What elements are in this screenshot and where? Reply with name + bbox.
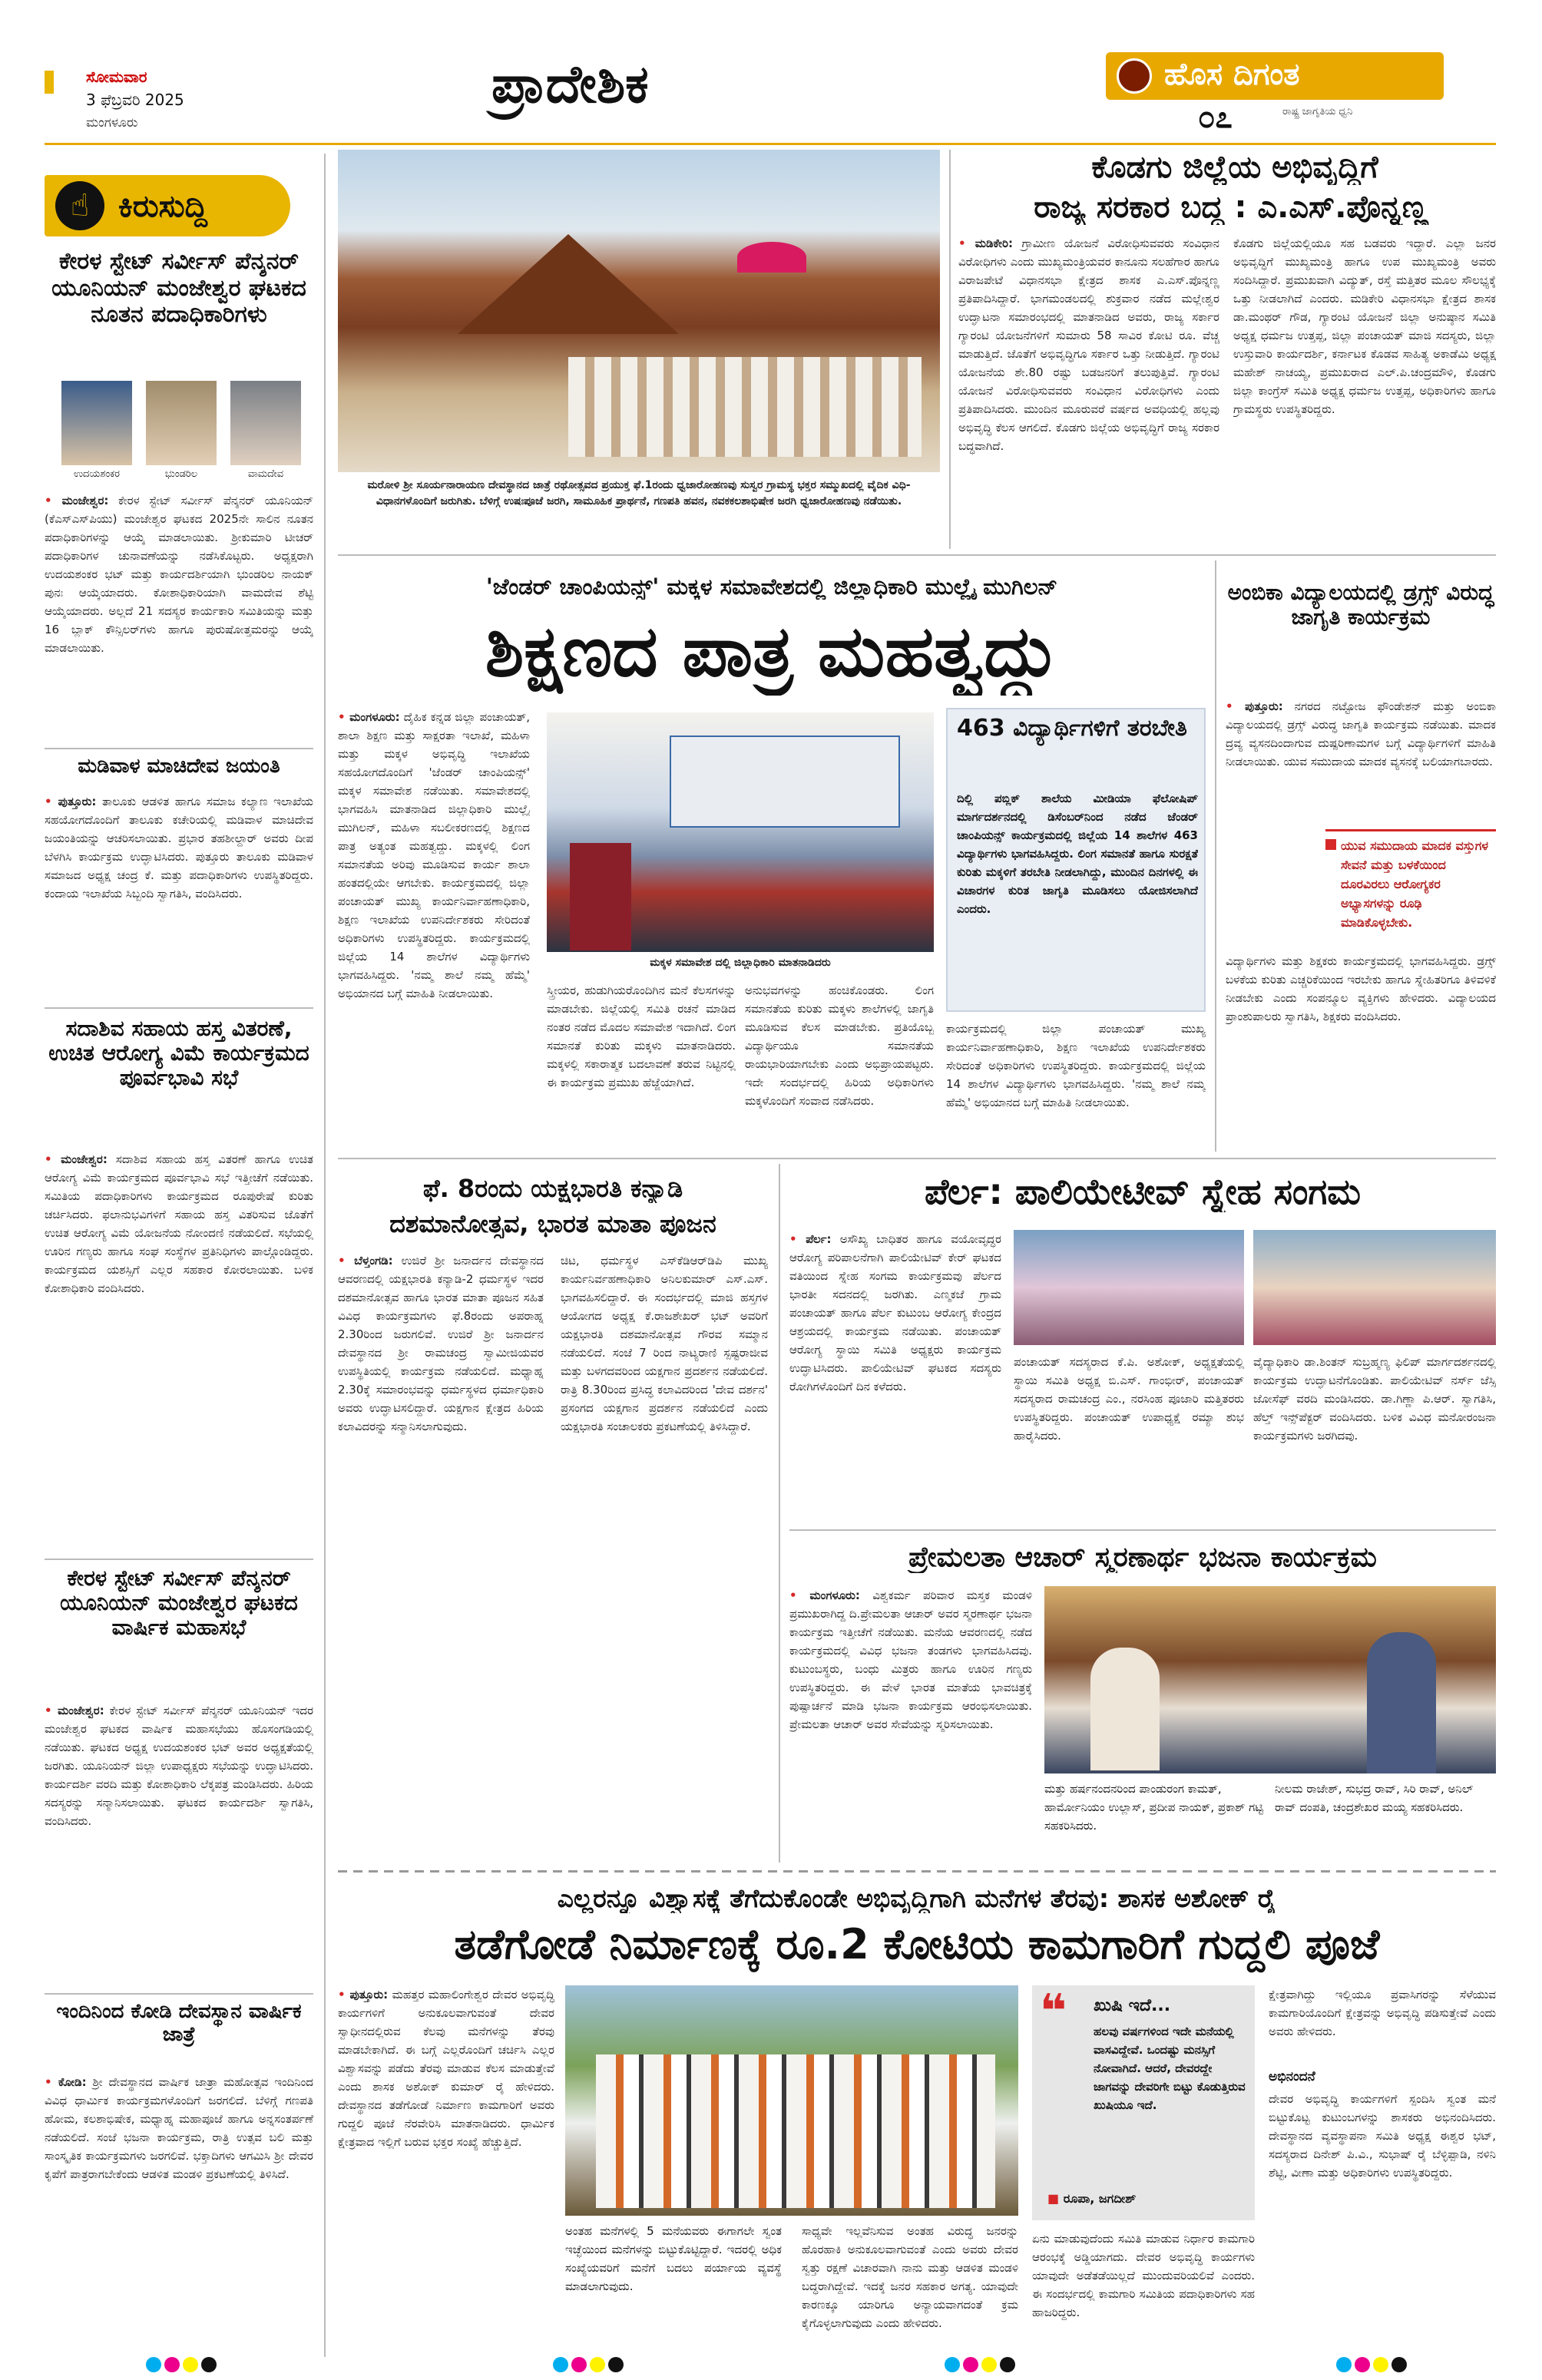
kodagu-body-2: ಕೊಡಗು ಜಿಲ್ಲೆಯಲ್ಲಿಯೂ ಸಹ ಬಡವರು ಇದ್ದಾರೆ. ಎಲ್ಲಾ ಜನರ ಅಭಿವೃದ್ಧಿಗೆ ಮುಖ್ಯಮಂತ್ರಿ ಹಾಗೂ ಉಪ ಮುಖ್ಯಮಂತ್ರಿ ಅವರು ಸಂದಿಸಿದ್ದಾರೆ. ಪ್ರಮುಖವಾಗಿ ವಿದ್ಯುತ್, ರಸ್ತೆ ಮತ್ತಿತರ ಮೂಲ ಸೌಲಭ್ಯಕ್ಕೆ ಒತ್ತು ನೀಡಲಾಗಿದೆ ಎಂದರು. ಮಡಿಕೇರಿ ವಿಧಾನಸಭಾ ಕ್ಷೇತ್ರದ ಶಾಸಕ ಡಾ.ಮಂಥರ್ ಗೌಡ, ಗ್ಯಾರಂಟಿ ಯೋಜನೆ ಜಿಲ್ಲಾ ಅನುಷ್ಠಾನ ಸಮಿತಿ ಅಧ್ಯಕ್ಷ ಧರ್ಮಜ ಉತ್ತಪ್ಪ, ಜಿಲ್ಲಾ ಪಂಚಾಯತ್ ಮಾಜಿ ಸದಸ್ಯರು, ಜಿಲ್ಲಾ ಉಸ್ತುವಾರಿ ಕಾರ್ಯದರ್ಶಿ, ಕರ್ನಾಟಕ ಕೊಡವ ಸಾಹಿತ್ಯ ಅಕಾಡೆಮಿ ಅಧ್ಯಕ್ಷ ಮಹೇಶ್ ನಾಚಯ್ಯ, ಪ್ರಮುಖರಾದ ಎಲ್.ಪಿ.ಚಂದ್ರಮೌಳಿ, ಕೊಡಗು ಜಿಲ್ಲಾ ಕಾಂಗ್ರೆಸ್ ಸಮಿತಿ ಅಧ್ಯಕ್ಷ ಧರ್ಮಜ ಉತ್ತಪ್ಪ, ಅಧಿಕಾರಿಗಳು ಹಾಗೂ ಗ್ರಾಮಸ್ಥರು ಉಪಸ್ಥಿತರಿದ್ದರು. bbox=[1233, 236, 1496, 416]
registration-mark bbox=[981, 2357, 997, 2372]
kiru-s5-body: • ಕೋಡಿ: ಶ್ರೀ ದೇವಸ್ಥಾನದ ವಾರ್ಷಿಕ ಜಾತ್ರಾ ಮಹೋತ್ಸವ ಇಂದಿನಿಂದ ವಿವಿಧ ಧಾರ್ಮಿಕ ಕಾರ್ಯಕ್ರಮಗಳೊಂದಿಗೆ ಜರಗಲಿದೆ. ಬೆಳಿಗ್ಗೆ ಗಣಪತಿ ಹೋಮ, ಕಲಶಾಭಿಷೇಕ, ಮಧ್ಯಾಹ್ನ ಮಹಾಪೂಜೆ ಹಾಗೂ ಅನ್ನಸಂತರ್ಪಣೆ ನಡೆಯಲಿದೆ. ಸಂಜೆ ಭಜನಾ ಕಾರ್ಯಕ್ರಮ, ರಾತ್ರಿ ಉತ್ಸವ ಬಲಿ ಮತ್ತು ಸಾಂಸ್ಕೃತಿಕ ಕಾರ್ಯಕ್ರಮಗಳು ಜರಗಲಿವೆ. ಭಕ್ತಾದಿಗಳು ಆಗಮಿಸಿ ಶ್ರೀ ದೇವರ ಕೃಪೆಗೆ ಪಾತ್ರರಾಗಬೇಕೆಂದು ಆಡಳಿತ ಮಂಡಳಿ ಪ್ರಕಟಣೆಯಲ್ಲಿ ತಿಳಿಸಿದೆ. bbox=[45, 2075, 313, 2181]
kodagu-story bbox=[958, 150, 1496, 549]
kodagu-title-2: ರಾಜ್ಯ ಸರಕಾರ ಬದ್ಧ : ಎ.ಎಸ್.ಪೊನ್ನಣ್ಣ bbox=[1034, 190, 1428, 225]
temple-caption: ಮರೋಳಿ ಶ್ರೀ ಸೂರ್ಯನಾರಾಯಣ ದೇವಸ್ಥಾನದ ಜಾತ್ರೆ ರಥೋತ್ಸವದ ಪ್ರಯುಕ್ತ ಫೆ.1ರಂದು ಧ್ವಜಾರೋಹಣವು ಸುಸ್ವರ ಗ್ರಾಮಸ್ಥ ಭಕ್ತರ ಸಮ್ಮುಖದಲ್ಲಿ ವೈದಿಕ ವಿಧಿ-ವಿಧಾನಗಳೊಂದಿಗೆ ಜರುಗಿತು. ಬೆಳಿಗ್ಗೆ ಉಷಃಪೂಜೆ ಜರಗಿ, ಸಾಮೂಹಿಕ ಪ್ರಾರ್ಥನೆ, ಗಣಪತಿ ಹವನ, ನವಕಕಲಶಾಭಿಷೇಕ ಜರಗಿ ಧ್ವಜಾರೋಹಣವು ನಡೆಯಿತು. bbox=[367, 479, 911, 507]
portrait-bhundarila bbox=[146, 381, 217, 465]
registration-mark bbox=[553, 2357, 568, 2372]
perla-title: ಪೆರ್ಲ: ಪಾಲಿಯೇಟೀವ್ ಸ್ನೇಹ ಸಂಗಮ bbox=[924, 1172, 1362, 1212]
drugs-quote bbox=[1325, 829, 1496, 944]
gender-story bbox=[338, 560, 1206, 1152]
date-tab-icon bbox=[45, 71, 54, 94]
paper-logo bbox=[1106, 52, 1459, 137]
drugs-quote-text: ಯುವ ಸಮುದಾಯ ಮಾದಕ ವಸ್ತುಗಳ ಸೇವನೆ ಮತ್ತು ಬಳಕೆಯಿಂದ ದೂರವಿರಲು ಆರೋಗ್ಯಕರ ಅಭ್ಯಾಸಗಳನ್ನು ರೂಢಿ ಮಾಡಿಕೊಳ್ಳಬೇಕು. bbox=[1341, 838, 1489, 930]
registration-mark bbox=[1000, 2357, 1015, 2372]
perla-photo-2 bbox=[1253, 1230, 1496, 1345]
road-body-3: ಏನು ಮಾಡುವುದೆಂದು ಸಮಿತಿ ಮಾಡುವ ನಿರ್ಧಾರ ಕಾಮಗಾರಿ ಆರಂಭಕ್ಕೆ ಅಡ್ಡಿಯಾಗದು. ದೇವರ ಅಭಿವೃದ್ಧಿ ಕಾರ್ಯಗಳು ಯಾವುದೇ ಅಡೆತಡೆಯಿಲ್ಲದೆ ಮುಂದುವರಿಯಲಿವೆ ಎಂದರು. ಈ ಸಂದರ್ಭದಲ್ಲಿ ಕಾಮಗಾರಿ ಸಮಿತಿಯ ಪದಾಧಿಕಾರಿಗಳು ಸಹ ಹಾಜರಿದ್ದರು. bbox=[1032, 2232, 1255, 2319]
photo-label: ವಾಮದೇವ bbox=[247, 468, 284, 480]
kiru-s3-body: • ಮಂಜೇಶ್ವರ: ಸದಾಶಿವ ಸಹಾಯ ಹಸ್ತ ವಿತರಣೆ ಹಾಗೂ ಉಚಿತ ಆರೋಗ್ಯ ವಿಮೆ ಕಾರ್ಯಕ್ರಮದ ಪೂರ್ವಭಾವಿ ಸಭೆ ಇತ್ತೀಚೆಗೆ ನಡೆಯಿತು. ಸಮಿತಿಯ ಪದಾಧಿಕಾರಿಗಳು ಕಾರ್ಯಕ್ರಮದ ರೂಪುರೇಷೆ ಕುರಿತು ಚರ್ಚಿಸಿದರು. ಫಲಾನುಭವಿಗಳಿಗೆ ಸಹಾಯ ಹಸ್ತ ವಿತರಿಸುವ ಜೊತೆಗೆ ಉಚಿತ ಆರೋಗ್ಯ ವಿಮೆ ಯೋಜನೆಯ ನೋಂದಣಿ ನಡೆಯಲಿದೆ. ಸಭೆಯಲ್ಲಿ ಊರಿನ ಗಣ್ಯರು ಹಾಗೂ ಸಂಘ ಸಂಸ್ಥೆಗಳ ಪ್ರತಿನಿಧಿಗಳು ಪಾಲ್ಗೊಂಡಿದ್ದರು. ಕಾರ್ಯಕ್ರಮದ ಯಶಸ್ಸಿಗೆ ಎಲ್ಲರ ಸಹಕಾರ ಕೋರಲಾಯಿತು. ಬಳಿಕ ಕೋಶಾಧಿಕಾರಿ ವಂದಿಸಿದರು. bbox=[45, 1152, 313, 1295]
section-rule bbox=[789, 1529, 1496, 1531]
perla-story bbox=[789, 1164, 1496, 1525]
road-quote-box bbox=[1032, 1985, 1255, 2220]
registration-mark bbox=[1336, 2357, 1352, 2372]
registration-mark bbox=[183, 2357, 198, 2372]
kiru-s1-body: • ಮಂಜೇಶ್ವರ: ಕೇರಳ ಸ್ಟೇಟ್ ಸರ್ವೀಸ್ ಪೆನ್ಶನರ್ ಯೂನಿಯನ್ (ಕೆಎಸ್‌ಎಸ್‌ಪಿಯು) ಮಂಜೇಶ್ವರ ಘಟಕದ 2025ನೇ ಸಾಲಿನ ನೂತನ ಪದಾಧಿಕಾರಿಗಳನ್ನು ಆಯ್ಕೆ ಮಾಡಲಾಯಿತು. ಶ್ರೀಕುಮಾರಿ ಟೀಚರ್ ಪದಾಧಿಕಾರಿಗಳ ಚುನಾವಣೆಯನ್ನು ನಡೆಸಿಕೊಟ್ಟರು. ಅಧ್ಯಕ್ಷರಾಗಿ ಉದಯಶಂಕರ ಭಟ್ ಮತ್ತು ಕಾರ್ಯದರ್ಶಿಯಾಗಿ ಭುಂಡರಿಲ ನಾಯಕ್ ಪುನಃ ಆಯ್ಕೆಯಾದರು. ಕೋಶಾಧಿಕಾರಿಯಾಗಿ ವಾಮದೇವ ಶೆಟ್ಟಿ ಆಯ್ಕೆಯಾದರು. ಅಲ್ಲದೆ 21 ಸದಸ್ಯರ ಕಾರ್ಯಕಾರಿ ಸಮಿತಿಯನ್ನು ಮತ್ತು 16 ಬ್ಲಾಕ್ ಕೌನ್ಸಿಲರ್‌ಗಳು ಹಾಗೂ ಪುರುಷೋತ್ತಮರನ್ನು ಆಯ್ಕೆ ಮಾಡಲಾಯಿತು. bbox=[45, 494, 313, 655]
road-quote-title: ಖುಷಿ ಇದೆ... bbox=[1094, 1996, 1171, 2015]
perla-body-1: • ಪೆರ್ಲ: ಅಸೌಖ್ಯ ಬಾಧಿತರ ಹಾಗೂ ವಯೋವೃದ್ಧರ ಆರೋಗ್ಯ ಪರಿಪಾಲನೆಗಾಗಿ ಪಾಲಿಯೇಟಿವ್ ಕೇರ್ ಘಟಕದ ವತಿಯಿಂದ ಸ್ನೇಹ ಸಂಗಮ ಕಾರ್ಯಕ್ರಮವು ಪೆರ್ಲದ ಭಾರತೀ ಸದನದಲ್ಲಿ ಜರಗಿತು. ಎಣ್ಮಕಜೆ ಗ್ರಾಮ ಪಂಚಾಯತ್ ಹಾಗೂ ಪೆರ್ಲ ಕುಟುಂಬ ಆರೋಗ್ಯ ಕೇಂದ್ರದ ಆಶ್ರಯದಲ್ಲಿ ಕಾರ್ಯಕ್ರಮ ನಡೆಯಿತು. ಪಂಚಾಯತ್ ಆರೋಗ್ಯ ಸ್ಥಾಯಿ ಸಮಿತಿ ಅಧ್ಯಕ್ಷರು ಕಾರ್ಯಕ್ರಮ ಉದ್ಘಾಟಿಸಿದರು. ಪಾಲಿಯೇಟಿವ್ ಘಟಕದ ಸದಸ್ಯರು ರೋಗಿಗಳೊಂದಿಗೆ ದಿನ ಕಳೆದರು. bbox=[789, 1232, 1001, 1393]
yaksha-body-2: ಚಿಟ, ಧರ್ಮಸ್ಥಳ ಎಸ್‌ಕೆಡಿಆರ್‌ಡಿಪಿ ಮುಖ್ಯ ಕಾರ್ಯನಿರ್ವಹಣಾಧಿಕಾರಿ ಅನಿಲಕುಮಾರ್ ಎಸ್.ಎಸ್. ಭಾಗವಹಿಸಲಿದ್ದಾರೆ. ಈ ಸಂದರ್ಭದಲ್ಲಿ ಮಾಜಿ ಹಸ್ತಗಳ ಆಯೋಗದ ಅಧ್ಯಕ್ಷ ಕೆ.ರಾಜಶೇಖರ್ ಭಟ್ ಅವರಿಗೆ ಯಕ್ಷಭಾರತಿ ದಶಮಾನೋತ್ಸವ ಗೌರವ ಸಮ್ಮಾನ ನಡೆಯಲಿದೆ. ಸಂಜೆ 7 ರಿಂದ ನಾಟ್ಯರಾಣಿ ಸ್ಪಷ್ಟರಾಜೀವ ಮತ್ತು ಬಳಗದವರಿಂದ ಯಕ್ಷಗಾನ ಪ್ರದರ್ಶನ ನಡೆಯಲಿದೆ. ರಾತ್ರಿ 8.30ರಿಂದ ಪ್ರಸಿದ್ಧ ಕಲಾವಿದರಿಂದ 'ದೇವ ದರ್ಶನ' ಪ್ರಸಂಗದ ಯಕ್ಷಗಾನ ಪ್ರದರ್ಶನ ನಡೆಯಲಿದೆ ಎಂದು ಯಕ್ಷಭಾರತಿ ಸಂಚಾಲಕರು ಪ್ರಕಟಣೆಯಲ್ಲಿ ತಿಳಿಸಿದ್ದಾರೆ. bbox=[561, 1254, 768, 1433]
temple-photo bbox=[338, 150, 940, 472]
quote-marker-icon bbox=[1325, 839, 1336, 850]
road-story bbox=[338, 1876, 1496, 2352]
column-rule bbox=[779, 1164, 780, 1863]
registration-mark bbox=[945, 2357, 960, 2372]
masthead-rule bbox=[45, 143, 1496, 145]
kiru-suddi-column bbox=[45, 154, 313, 2357]
divider bbox=[45, 748, 313, 749]
gender-body-4: ಅನುಭವಗಳನ್ನು ಹಂಚಿಕೊಂಡರು. ಲಿಂಗ ಸಮಾನತೆಯ ಕುರಿತು ಮಕ್ಕಳು ಶಾಲೆಗಳಲ್ಲಿ ಜಾಗೃತಿ ಮೂಡಿಸುವ ಕೆಲಸ ಮಾಡಬೇಕು. ಪ್ರತಿಯೊಬ್ಬ ವಿದ್ಯಾರ್ಥಿಯೂ ಸಮಾನತೆಯ ರಾಯಭಾರಿಯಾಗಬೇಕು ಎಂದು ಅಭಿಪ್ರಾಯಪಟ್ಟರು. ಇದೇ ಸಂದರ್ಭದಲ್ಲಿ ಹಿರಿಯ ಅಧಿಕಾರಿಗಳು ಮಕ್ಕಳೊಂದಿಗೆ ಸಂವಾದ ನಡೆಸಿದರು. bbox=[745, 983, 934, 1108]
podium-shape bbox=[570, 843, 631, 950]
gender-body-3: ಸ್ತ್ರೀಯರ, ಹುಡುಗಿಯರೊಂದಿಗಿನ ಮನೆ ಕೆಲಸಗಳನ್ನು ಮಾಡಬೇಕು. ಜಿಲ್ಲೆಯಲ್ಲಿ ಸಮಿತಿ ರಚನೆ ಮಾಡಿದ ನಂತರ ನಡೆದ ಮೊದಲ ಸಮಾವೇಶ ಇದಾಗಿದೆ. ಲಿಂಗ ಸಮಾನತೆ ಕುರಿತು ಮಕ್ಕಳು ಮಾತನಾಡಿದರು. ಮಕ್ಕಳಲ್ಲಿ ಸಕಾರಾತ್ಮಕ ಬದಲಾವಣೆ ತರುವ ನಿಟ್ಟಿನಲ್ಲಿ ಈ ಕಾರ್ಯಕ್ರಮ ಪ್ರಮುಖ ಹೆಜ್ಜೆಯಾಗಿದೆ. bbox=[547, 983, 736, 1089]
bhajana-title: ಪ್ರೇಮಲತಾ ಆಚಾರ್ ಸ್ಮರಣಾರ್ಥ ಭಜನಾ ಕಾರ್ಯಕ್ರಮ bbox=[908, 1542, 1377, 1573]
road-kicker: ಎಲ್ಲರನ್ನೂ ವಿಶ್ವಾಸಕ್ಕೆ ತೆಗೆದುಕೊಂಡೇ ಅಭಿವೃದ್ಧಿಗಾಗಿ ಮನೆಗಳ ತೆರವು: ಶಾಸಕ ಅಶೋಕ್ ರೈ bbox=[557, 1884, 1277, 1913]
gender-headline: ಶಿಕ್ಷಣದ ಪಾತ್ರ ಮಹತ್ವದ್ದು bbox=[485, 611, 1059, 693]
registration-mark bbox=[146, 2357, 161, 2372]
bhajana-body-1: • ಮಂಗಳೂರು: ವಿಶ್ವಕರ್ಮ ಪರಿವಾರ ಮಸ್ತಕ ಮಂಡಳಿ ಪ್ರಮುಖರಾಗಿದ್ದ ದಿ.ಪ್ರೇಮಲತಾ ಆಚಾರ್ ಅವರ ಸ್ಮರಣಾರ್ಥ ಭಜನಾ ಕಾರ್ಯಕ್ರಮ ಇತ್ತೀಚೆಗೆ ನಡೆಯಿತು. ಮನೆಯ ಆವರಣದಲ್ಲಿ ನಡೆದ ಕಾರ್ಯಕ್ರಮದಲ್ಲಿ ವಿವಿಧ ಭಜನಾ ತಂಡಗಳು ಭಾಗವಹಿಸಿದವು. ಕುಟುಂಬಸ್ಥರು, ಬಂಧು ಮಿತ್ರರು ಹಾಗೂ ಊರಿನ ಗಣ್ಯರು ಉಪಸ್ಥಿತರಿದ್ದರು. ಈ ವೇಳೆ ಭಾರತ ಮಾತೆಯ ಭಾವಚಿತ್ರಕ್ಕೆ ಪುಷ್ಪಾರ್ಚನೆ ಮಾಡಿ ಭಜನಾ ಕಾರ್ಯಕ್ರಮ ಆರಂಭಿಸಲಾಯಿತು. ಪ್ರೇಮಲತಾ ಆಚಾರ್ ಅವರ ಸೇವೆಯನ್ನು ಸ್ಮರಿಸಲಾಯಿತು. bbox=[789, 1588, 1032, 1731]
road-photo-caption: ಅಂತಹ ಮನೆಗಳಲ್ಲಿ 5 ಮನೆಯವರು ಈಗಾಗಲೇ ಸ್ವಂತ ಇಚ್ಛೆಯಿಂದ ಮನೆಗಳನ್ನು ಬಿಟ್ಟುಕೊಟ್ಟಿದ್ದಾರೆ. ಇದರಲ್ಲಿ ಅಧಿಕ ಸಂಖ್ಯೆಯವರಿಗೆ ಮನೆಗೆ ಬದಲು ಪರ್ಯಾಯ ವ್ಯವಸ್ಥೆ ಮಾಡಲಾಗುವುದು. bbox=[565, 2224, 782, 2293]
drugs-story bbox=[1226, 568, 1496, 1152]
kiru-s1-title: ಕೇರಳ ಸ್ಟೇಟ್ ಸರ್ವೀಸ್ ಪೆನ್ಶನರ್ ಯೂನಿಯನ್ ಮಂಜೇಶ್ವರ ಘಟಕದ ನೂತನ ಪದಾಧಿಕಾರಿಗಳು bbox=[51, 249, 306, 328]
road-subhead: ಅಭಿನಂದನೆ bbox=[1269, 2070, 1315, 2084]
registration-marks bbox=[0, 2354, 1542, 2377]
column-rule bbox=[324, 154, 326, 2357]
registration-mark bbox=[590, 2357, 605, 2372]
kiru-s3-title: ಸದಾಶಿವ ಸಹಾಯ ಹಸ್ತ ವಿತರಣೆ, ಉಚಿತ ಆರೋಗ್ಯ ವಿಮೆ ಕಾರ್ಯಕ್ರಮದ ಪೂರ್ವಭಾವಿ ಸಭೆ bbox=[48, 1016, 309, 1091]
gender-kicker: 'ಜೆಂಡರ್ ಚಾಂಪಿಯನ್ಸ್' ಮಕ್ಕಳ ಸಮಾವೇಶದಲ್ಲಿ ಜಿಲ್ಲಾಧಿಕಾರಿ ಮುಲ್ಲೈ ಮುಗಿಲನ್ bbox=[485, 574, 1058, 600]
paper-tagline: ರಾಷ್ಟ್ರ ಜಾಗೃತಿಯ ಧ್ವನಿ bbox=[1282, 106, 1353, 117]
gender-photo bbox=[547, 712, 934, 952]
kodagu-body-1: • ಮಡಿಕೇರಿ: ಗ್ರಾಮೀಣ ಯೋಜನೆ ವಿರೋಧಿಸುವವರು ಸಂವಿಧಾನ ವಿರೋಧಿಗಳು ಎಂದು ಮುಖ್ಯಮಂತ್ರಿಯವರ ಕಾನೂನು ಸಲಹೆಗಾರ ಹಾಗೂ ವಿರಾಜಪೇಟೆ ವಿಧಾನಸಭಾ ಕ್ಷೇತ್ರದ ಶಾಸಕ ಎ.ಎಸ್.ಪೊನ್ನಣ್ಣ ಪ್ರತಿಪಾದಿಸಿದ್ದಾರೆ. ಭಾಗಮಂಡಲದಲ್ಲಿ ಶುಕ್ರವಾರ ನಡೆದ ಮಲ್ಲೇಶ್ವರ ಉದ್ಘಾಟನಾ ಸಮಾರಂಭದಲ್ಲಿ ಮಾತನಾಡಿದ ಅವರು, ರಾಜ್ಯ ಸರ್ಕಾರ ಗ್ಯಾರಂಟಿ ಯೋಜನೆಗಳಿಗೆ ಸುಮಾರು 58 ಸಾವಿರ ಕೋಟಿ ರೂ. ವೆಚ್ಚ ಮಾಡುತ್ತಿದೆ. ಜೊತೆಗೆ ಅಭಿವೃದ್ಧಿಗೂ ಸರ್ಕಾರ ಒತ್ತು ನೀಡುತ್ತಿದೆ. ಗ್ಯಾರಂಟಿ ಯೋಜನೆಯ ಶೇ.80 ರಷ್ಟು ಬಡಜನರಿಗೆ ತಲುಪುತ್ತಿವೆ. ಗ್ಯಾರಂಟಿ ಯೋಜನೆ ವಿರೋಧಿಸುವವರು ಸಂವಿಧಾನ ವಿರೋಧಿಗಳು ಎಂದು ಪ್ರತಿಪಾದಿಸಿದರು. ಮುಂದಿನ ಮೂರುವರೆ ವರ್ಷದ ಅವಧಿಯಲ್ಲಿ ಹಲ್ಲವು ಅಭಿವೃದ್ಧಿ ಕೆಲಸ ಆಗಲಿದೆ. ಕೊಡಗು ಜಿಲ್ಲೆಯ ಅಭಿವೃದ್ಧಿಗೆ ರಾಜ್ಯ ಸರಕಾರ ಬದ್ಧವಾಗಿದೆ. bbox=[958, 236, 1219, 453]
gender-body-5: ಕಾರ್ಯಕ್ರಮದಲ್ಲಿ ಜಿಲ್ಲಾ ಪಂಚಾಯತ್ ಮುಖ್ಯ ಕಾರ್ಯನಿರ್ವಾಹಣಾಧಿಕಾರಿ, ಶಿಕ್ಷಣ ಇಲಾಖೆಯ ಉಪನಿರ್ದೇಶಕರು ಸೇರಿದಂತೆ ಅಧಿಕಾರಿಗಳು ಉಪಸ್ಥಿತರಿದ್ದರು. ಕಾರ್ಯಕ್ರಮದಲ್ಲಿ ಜಿಲ್ಲೆಯ 14 ಶಾಲೆಗಳ ವಿದ್ಯಾರ್ಥಿಗಳು ಭಾಗವಹಿಸಿದ್ದರು. 'ನಮ್ಮ ಶಾಲೆ ನಮ್ಮ ಹೆಮ್ಮೆ' ಅಭಿಯಾನದ ಬಗ್ಗೆ ಮಾಹಿತಿ ನೀಡಲಾಯಿತು. bbox=[946, 1022, 1206, 1109]
umbrella-shape bbox=[737, 242, 806, 273]
logo-emblem-icon bbox=[1117, 58, 1152, 94]
registration-mark bbox=[1373, 2357, 1388, 2372]
banner-shape bbox=[670, 735, 900, 828]
kodagu-title-1: ಕೊಡಗು ಜಿಲ್ಲೆಯ ಅಭಿವೃದ್ಧಿಗೆ bbox=[1091, 150, 1378, 185]
bhajana-caption-2: ನೀಲಮ ರಾಜೇಶ್, ಸುಭದ್ರ ರಾವ್, ಸಿರಿ ರಾವ್, ಅನಿಲ್ ರಾವ್ ದಂಪತಿ, ಚಂದ್ರಶೇಖರ ಮಯ್ಯ ಸಹಕರಿಸಿದರು. bbox=[1275, 1782, 1474, 1814]
kiru-s2-body: • ಪುತ್ತೂರು: ತಾಲೂಕು ಆಡಳಿತ ಹಾಗೂ ಸಮಾಜ ಕಲ್ಯಾಣ ಇಲಾಖೆಯ ಸಹಯೋಗದೊಂದಿಗೆ ತಾಲೂಕು ಕಚೇರಿಯಲ್ಲಿ ಮಡಿವಾಳ ಮಾಚಿದೇವ ಜಯಂತಿಯನ್ನು ಆಚರಿಸಲಾಯಿತು. ಪ್ರಭಾರ ತಹಶೀಲ್ದಾರ್ ಅವರು ದೀಪ ಬೆಳಗಿಸಿ ಕಾರ್ಯಕ್ರಮ ಉದ್ಘಾಟಿಸಿದರು. ಪುತ್ತೂರು ತಾಲೂಕು ಮಡಿವಾಳ ಸಮಾಜದ ಅಧ್ಯಕ್ಷ ಚಂದ್ರ ಕೆ. ಮತ್ತು ಪದಾಧಿಕಾರಿಗಳು ಉಪಸ್ಥಿತರಿದ್ದರು. ಕಂದಾಯ ಇಲಾಖೆಯ ಸಿಬ್ಬಂದಿ ಸ್ವಾಗತಿಸಿ, ವಂದಿಸಿದರು. bbox=[45, 795, 313, 901]
gender-box-body: ದಿಲ್ಲಿ ಪಬ್ಲಿಕ್ ಶಾಲೆಯ ಮೀಡಿಯಾ ಫೆಲೋಷಿಪ್ ಮಾರ್ಗದರ್ಶನದಲ್ಲಿ ಡಿಸೆಂಬರ್‌ನಿಂದ ನಡೆದ ಜೆಂಡರ್ ಚಾಂಪಿಯನ್ಸ್ ಕಾರ್ಯಕ್ರಮದಲ್ಲಿ ಜಿಲ್ಲೆಯ 14 ಶಾಲೆಗಳ 463 ವಿದ್ಯಾರ್ಥಿಗಳು ಭಾಗವಹಿಸಿದ್ದರು. ಲಿಂಗ ಸಮಾನತೆ ಹಾಗೂ ಸುರಕ್ಷತೆ ಕುರಿತು ಮಕ್ಕಳಿಗೆ ತರಬೇತಿ ನೀಡಲಾಗಿದ್ದು, ಮುಂದಿನ ದಿನಗಳಲ್ಲಿ ಈ ವಿಚಾರಗಳ ಕುರಿತ ಜಾಗೃತಿ ಮೂಡಿಸಲು ಯೋಜಿಸಲಾಗಿದೆ ಎಂದರು. bbox=[957, 792, 1198, 916]
quote-icon: ❝ bbox=[1040, 1985, 1067, 2038]
bhajana-photo bbox=[1044, 1586, 1496, 1773]
masthead-date: 3 ಫೆಬ್ರವರಿ 2025 bbox=[86, 91, 184, 109]
gender-photo-caption: ಮಕ್ಕಳ ಸಮಾವೇಶ ದಲ್ಲಿ ಜಿಲ್ಲಾಧಿಕಾರಿ ಮಾತನಾಡಿದರು bbox=[650, 957, 831, 969]
kiru-s2-title: ಮಡಿವಾಳ ಮಾಚಿದೇವ ಜಯಂತಿ bbox=[78, 755, 280, 778]
kiru-s5-title: ಇಂದಿನಿಂದ ಕೋಡಿ ದೇವಸ್ಥಾನ ವಾರ್ಷಿಕ ಜಾತ್ರೆ bbox=[56, 2001, 302, 2046]
yaksha-body-1: • ಬೆಳ್ತಂಗಡಿ: ಉಜಿರೆ ಶ್ರೀ ಜನಾರ್ದನ ದೇವಸ್ಥಾನದ ಆವರಣದಲ್ಲಿ ಯಕ್ಷಭಾರತಿ ಕನ್ಯಾಡಿ-2 ಧರ್ಮಸ್ಥಳ ಇದರ ದಶಮಾನೋತ್ಸವ ಹಾಗೂ ಭಾರತ ಮಾತಾ ಪೂಜನ ಸಹಿತ ವಿವಿಧ ಕಾರ್ಯಕ್ರಮಗಳು ಫೆ.8ರಂದು ಅಪರಾಹ್ನ 2.30ರಿಂದ ಜರುಗಲಿವೆ. ಉಜಿರೆ ಶ್ರೀ ಜನಾರ್ದನ ದೇವಸ್ಥಾನದ ಶ್ರೀ ರಾಮಚಂದ್ರ ಸ್ವಾಮೀಜಿಯವರ ಉಪಸ್ಥಿತಿಯಲ್ಲಿ ಕಾರ್ಯಕ್ರಮ ನಡೆಯಲಿದೆ. ಮಧ್ಯಾಹ್ನ 2.30ಕ್ಕೆ ಸಮಾರಂಭವನ್ನು ಧರ್ಮಸ್ಥಳದ ಧರ್ಮಾಧಿಕಾರಿ ಅವರು ಉದ್ಘಾಟಿಸಲಿದ್ದಾರೆ. ಯಕ್ಷಗಾನ ಕ್ಷೇತ್ರದ ಹಿರಿಯ ಕಲಾವಿದರನ್ನು ಸನ್ಮಾನಿಸಲಾಗುವುದು. bbox=[338, 1254, 544, 1433]
drugs-body-2: ವಿದ್ಯಾರ್ಥಿಗಳು ಮತ್ತು ಶಿಕ್ಷಕರು ಕಾರ್ಯಕ್ರಮದಲ್ಲಿ ಭಾಗವಹಿಸಿದ್ದರು. ಡ್ರಗ್ಸ್ ಬಳಕೆಯ ಕುರಿತು ಎಚ್ಚರಿಕೆಯಿಂದ ಇರಬೇಕು ಹಾಗೂ ಸ್ನೇಹಿತರಿಗೂ ತಿಳಿವಳಿಕೆ ನೀಡಬೇಕು ಎಂದು ಸಂಪನ್ಮೂಲ ವ್ಯಕ್ತಿಗಳು ಹೇಳಿದರು. ವಿದ್ಯಾಲಯದ ಪ್ರಾಂಶುಪಾಲರು ಸ್ವಾಗತಿಸಿ, ಶಿಕ್ಷಕರು ವಂದಿಸಿದರು. bbox=[1226, 954, 1496, 1023]
person-shape bbox=[1090, 1648, 1160, 1770]
kiru-s4-title: ಕೇರಳ ಸ್ಟೇಟ್ ಸರ್ವೀಸ್ ಪೆನ್ಶನರ್ ಯೂನಿಯನ್ ಮಂಜೇಶ್ವರ ಘಟಕದ ವಾರ್ಷಿಕ ಮಹಾಸಭೆ bbox=[60, 1566, 298, 1641]
gender-body-1: • ಮಂಗಳೂರು: ದೈಹಿಕ ಕನ್ನಡ ಜಿಲ್ಲಾ ಪಂಚಾಯತ್, ಶಾಲಾ ಶಿಕ್ಷಣ ಮತ್ತು ಸಾಕ್ಷರತಾ ಇಲಾಖೆ, ಮಹಿಳಾ ಮತ್ತು ಮಕ್ಕಳ ಅಭಿವೃದ್ಧಿ ಇಲಾಖೆಯ ಸಹಯೋಗದೊಂದಿಗೆ 'ಜೆಂಡರ್ ಚಾಂಪಿಯನ್ಸ್' ಮಕ್ಕಳ ಸಮಾವೇಶ ನಡೆಯಿತು. ಸಮಾವೇಶದಲ್ಲಿ ಭಾಗವಹಿಸಿ ಮಾತನಾಡಿದ ಜಿಲ್ಲಾಧಿಕಾರಿ ಮುಲ್ಲೈ ಮುಗಿಲನ್, ಮಹಿಳಾ ಸಬಲೀಕರಣದಲ್ಲಿ ಶಿಕ್ಷಣದ ಪಾತ್ರ ಅತ್ಯಂತ ಮಹತ್ವದ್ದು. ಮಕ್ಕಳಲ್ಲಿ ಲಿಂಗ ಸಮಾನತೆಯ ಅರಿವು ಮೂಡಿಸುವ ಕಾರ್ಯ ಶಾಲಾ ಹಂತದಲ್ಲಿಯೇ ಆಗಬೇಕು. ಕಾರ್ಯಕ್ರಮದಲ್ಲಿ ಜಿಲ್ಲಾ ಪಂಚಾಯತ್ ಮುಖ್ಯ ಕಾರ್ಯನಿರ್ವಾಹಣಾಧಿಕಾರಿ, ಶಿಕ್ಷಣ ಇಲಾಖೆಯ ಉಪನಿರ್ದೇಶಕರು ಸೇರಿದಂತೆ ಅಧಿಕಾರಿಗಳು ಉಪಸ್ಥಿತರಿದ್ದರು. ಕಾರ್ಯಕ್ರಮದಲ್ಲಿ ಜಿಲ್ಲೆಯ 14 ಶಾಲೆಗಳ ವಿದ್ಯಾರ್ಥಿಗಳು ಭಾಗವಹಿಸಿದ್ದರು. 'ನಮ್ಮ ಶಾಲೆ ನಮ್ಮ ಹೆಮ್ಮೆ' ಅಭಿಯಾನದ ಬಗ್ಗೆ ಮಾಹಿತಿ ನೀಡಲಾಯಿತು. bbox=[338, 710, 530, 1000]
section-title: ಪ್ರಾದೇಶಿಕ bbox=[491, 54, 649, 115]
road-body-1: • ಪುತ್ತೂರು: ಮಹತ್ತರ ಮಹಾಲಿಂಗೇಶ್ವರ ದೇವರ ಅಭಿವೃದ್ಧಿ ಕಾರ್ಯಗಳಿಗೆ ಅನುಕೂಲವಾಗುವಂತೆ ದೇವರ ಸ್ವಾಧೀನದಲ್ಲಿರುವ ಕೆಲವು ಮನೆಗಳನ್ನು ತೆರವು ಮಾಡಬೇಕಾಗಿದೆ. ಈ ಬಗ್ಗೆ ಎಲ್ಲರೊಂದಿಗೆ ಚರ್ಚಿಸಿ ಎಲ್ಲರ ವಿಶ್ವಾಸವನ್ನು ಪಡೆದು ತೆರವು ಮಾಡುವ ಕೆಲಸ ಮಾಡುತ್ತೇವೆ ಎಂದು ಶಾಸಕ ಅಶೋಕ್ ಕುಮಾರ್ ರೈ ಹೇಳಿದರು. ದೇವಸ್ಥಾನದ ತಡೆಗೋಡೆ ನಿರ್ಮಾಣ ಕಾಮಗಾರಿಗೆ ಅವರು ಗುದ್ದಲಿ ಪೂಜೆ ನೆರವೇರಿಸಿ ಮಾತನಾಡಿದರು. ಧಾರ್ಮಿಕ ಕ್ಷೇತ್ರವಾದ ಇಲ್ಲಿಗೆ ಬರುವ ಭಕ್ತರ ಸಂಖ್ಯೆ ಹೆಚ್ಚುತ್ತಿದೆ. bbox=[338, 1988, 554, 2149]
registration-mark bbox=[164, 2357, 180, 2372]
crowd-shape bbox=[596, 2054, 995, 2208]
portrait-vamadeva bbox=[230, 381, 301, 465]
paper-name: ಹೊಸ ದಿಗಂತ bbox=[1164, 57, 1300, 92]
masthead bbox=[0, 0, 1542, 154]
section-rule bbox=[338, 554, 1496, 556]
bhajana-story bbox=[789, 1535, 1496, 1863]
finger-icon: ☝ bbox=[55, 181, 104, 230]
column-rule bbox=[1215, 560, 1216, 1152]
gender-box-title: 463 ವಿದ್ಯಾರ್ಥಿಗಳಿಗೆ ತರಬೇತಿ bbox=[957, 716, 1187, 742]
gender-box bbox=[946, 708, 1206, 1012]
divider bbox=[45, 1993, 313, 1995]
yaksha-title-2: ದಶಮಾನೋತ್ಸವ, ಭಾರತ ಮಾತಾ ಪೂಜನ bbox=[389, 1210, 716, 1238]
road-quote-body: ಹಲವು ವರ್ಷಗಳಿಂದ ಇದೇ ಮನೆಯಲ್ಲಿ ವಾಸವಿದ್ದೇವೆ. ಒಂದಷ್ಟು ಮನಸ್ಸಿಗೆ ನೋವಾಗಿದೆ. ಆದರೆ, ದೇವರದ್ದೇ ಜಾಗವನ್ನು ದೇವರಿಗೇ ಬಿಟ್ಟು ಕೊಡುತ್ತಿರುವ ಖುಷಿಯೂ ಇದೆ. bbox=[1094, 2025, 1246, 2112]
yaksha-story bbox=[338, 1164, 768, 1863]
divider bbox=[45, 1007, 313, 1009]
road-photo bbox=[565, 1985, 1018, 2216]
road-headline: ತಡೆಗೋಡೆ ನಿರ್ಮಾಣಕ್ಕೆ ರೂ.2 ಕೋಟಿಯ ಕಾಮಗಾರಿಗೆ ಗುದ್ದಲಿ ಪೂಜೆ bbox=[454, 1921, 1380, 1968]
perla-body-2: ಪಂಚಾಯತ್ ಸದಸ್ಯರಾದ ಕೆ.ಪಿ. ಅಶೋಕ್, ಅಧ್ಯಕ್ಷತೆಯಲ್ಲಿ ಸ್ಥಾಯಿ ಸಮಿತಿ ಅಧ್ಯಕ್ಷ ಬಿ.ಎಸ್. ಗಾಂಭೀರ್, ಪಂಚಾಯತ್ ಸದಸ್ಯರಾದ ರಾಮಚಂದ್ರ ಎಂ., ನರಸಿಂಹ ಪೂಜಾರಿ ಮತ್ತಿತರರು ಉಪಸ್ಥಿತರಿದ್ದರು. ಪಂಚಾಯತ್ ಉಪಾಧ್ಯಕ್ಷೆ ರಮ್ಯಾ ಶುಭ ಹಾರೈಸಿದರು. bbox=[1014, 1355, 1244, 1443]
section-rule bbox=[338, 1870, 1496, 1873]
perla-photo-1 bbox=[1014, 1230, 1244, 1345]
drugs-body-1: • ಪುತ್ತೂರು: ನಗರದ ನಟ್ಟೋಜ ಫೌಂಡೇಶನ್ ಮತ್ತು ಅಂಬಿಕಾ ವಿದ್ಯಾಲಯದಲ್ಲಿ ಡ್ರಗ್ಸ್ ವಿರುದ್ಧ ಜಾಗೃತಿ ಕಾರ್ಯಕ್ರಮ ನಡೆಯಿತು. ಮಾದಕ ದ್ರವ್ಯ ವ್ಯಸನದಿಂದಾಗುವ ದುಷ್ಪರಿಣಾಮಗಳ ಬಗ್ಗೆ ವಿದ್ಯಾರ್ಥಿಗಳಿಗೆ ಮಾಹಿತಿ ನೀಡಲಾಯಿತು. ಯುವ ಸಮುದಾಯ ಮಾದಕ ವ್ಯಸನಕ್ಕೆ ಬಲಿಯಾಗಬಾರದು. bbox=[1226, 699, 1496, 769]
crowd-shape bbox=[568, 357, 922, 457]
registration-mark bbox=[1391, 2357, 1407, 2372]
registration-mark bbox=[963, 2357, 978, 2372]
registration-mark bbox=[1355, 2357, 1370, 2372]
person-shape bbox=[1367, 1632, 1436, 1773]
photo-label: ಉದಯಶಂಕರ bbox=[74, 468, 120, 480]
kiru-s4-body: • ಮಂಜೇಶ್ವರ: ಕೇರಳ ಸ್ಟೇಟ್ ಸರ್ವೀಸ್ ಪೆನ್ಶನರ್ ಯೂನಿಯನ್ ಇದರ ಮಂಜೇಶ್ವರ ಘಟಕದ ವಾರ್ಷಿಕ ಮಹಾಸಭೆಯು ಹೊಸಂಗಡಿಯಲ್ಲಿ ನಡೆಯಿತು. ಘಟಕದ ಅಧ್ಯಕ್ಷ ಉದಯಶಂಕರ ಭಟ್ ಅವರ ಅಧ್ಯಕ್ಷತೆಯಲ್ಲಿ ಜರಗಿತು. ಯೂನಿಯನ್ ಜಿಲ್ಲಾ ಉಪಾಧ್ಯಕ್ಷರು ಸಭೆಯನ್ನು ಉದ್ಘಾಟಿಸಿದರು. ಕಾರ್ಯದರ್ಶಿ ವರದಿ ಮತ್ತು ಕೋಶಾಧಿಕಾರಿ ಲೆಕ್ಕಪತ್ರ ಮಂಡಿಸಿದರು. ಹಿರಿಯ ಸದಸ್ಯರನ್ನು ಸನ್ಮಾನಿಸಲಾಯಿತು. ಘಟಕದ ಕಾರ್ಯದರ್ಶಿ ಸ್ವಾಗತಿಸಿ, ವಂದಿಸಿದರು. bbox=[45, 1704, 313, 1828]
yaksha-title-1: ಫೆ. 8ರಂದು ಯಕ್ಷಭಾರತಿ ಕನ್ಯಾಡಿ bbox=[422, 1175, 683, 1203]
bhajana-caption-1: ಮತ್ತು ಹರ್ಷನಂದನರಿಂದ ಪಾಂಡುರಂಗ ಕಾಮತ್, ಹಾರ್ಮೋನಿಯಂ ಉಲ್ಲಾಸ್, ಪ್ರದೀಪ ನಾಯಕ್, ಪ್ರಕಾಶ್ ಗಟ್ಟಿ ಸಹಕರಿಸಿದರು. bbox=[1044, 1782, 1264, 1833]
registration-mark bbox=[571, 2357, 587, 2372]
masthead-day: ಸೋಮವಾರ bbox=[86, 68, 147, 86]
road-body-4: ಕ್ಷೇತ್ರವಾಗಿದ್ದು ಇಲ್ಲಿಯೂ ಪ್ರವಾಸಿಗರನ್ನು ಸೆಳೆಯುವ ಕಾಮಗಾರಿಯೊಂದಿಗೆ ಕ್ಷೇತ್ರವನ್ನು ಅಭಿವೃದ್ಧಿ ಪಡಿಸುತ್ತೇವೆ ಎಂದು ಅವರು ಹೇಳಿದರು. bbox=[1269, 1988, 1496, 2038]
road-body-2: ಸಾಧ್ಯವೇ ಇಲ್ಲವೆನಿಸುವ ಅಂತಹ ವಿರುದ್ಧ ಜನರನ್ನು ಹೊರಹಾಕಿ ಅನುಕೂಲವಾಗುವಂತೆ ಎಂದು ಅವರು ದೇವರ ಸ್ವತ್ತು ರಕ್ಷಣೆ ವಿಚಾರವಾಗಿ ನಾನು ಮತ್ತು ಆಡಳಿತ ಮಂಡಳಿ ಬದ್ಧರಾಗಿದ್ದೇವೆ. ಇದಕ್ಕೆ ಜನರ ಸಹಕಾರ ಅಗತ್ಯ. ಯಾವುದೇ ಕಾರಣಕ್ಕೂ ಯಾರಿಗೂ ಅನ್ಯಾಯವಾಗದಂತೆ ಕ್ರಮ ಕೈಗೊಳ್ಳಲಾಗುವುದು ಎಂದು ಹೇಳಿದರು. bbox=[802, 2224, 1018, 2330]
divider bbox=[45, 1559, 313, 1560]
perla-body-3: ವೈದ್ಯಾಧಿಕಾರಿ ಡಾ.ಶಿಂತನ್ ಸುಬ್ರಹ್ಮಣ್ಯ ಫಿಲಿಪ್ ಮಾರ್ಗದರ್ಶನದಲ್ಲಿ ಕಾರ್ಯಕ್ರಮ ಉದ್ಘಾಟನೆಗೊಂಡಿತು. ಪಾಲಿಯೇಟಿವ್ ನರ್ಸ್ ಜೆಸ್ಸಿ ಜೋಸೆಫ್ ವರದಿ ಮಂಡಿಸಿದರು. ಡಾ.ಗಿಣ್ಣಾ ಪಿ.ಆರ್. ಸ್ವಾಗತಿಸಿ, ಹೆಲ್ತ್ ಇನ್ಸ್‌ಪೆಕ್ಟರ್ ವಂದಿಸಿದರು. ಬಳಿಕ ವಿವಿಧ ಮನೋರಂಜನಾ ಕಾರ್ಯಕ್ರಮಗಳು ಜರಗಿದವು. bbox=[1253, 1355, 1496, 1443]
kiru-s1-photos bbox=[61, 381, 315, 481]
page-number: ೦೭ bbox=[1198, 100, 1233, 135]
portrait-udayashankar bbox=[61, 381, 132, 465]
road-body-5: ದೇವರ ಅಭಿವೃದ್ಧಿ ಕಾರ್ಯಗಳಿಗೆ ಸ್ಪಂದಿಸಿ ಸ್ವಂತ ಮನೆ ಬಿಟ್ಟುಕೊಟ್ಟ ಕುಟುಂಬಗಳನ್ನು ಶಾಸಕರು ಅಭಿನಂದಿಸಿದರು. ದೇವಸ್ಥಾನದ ವ್ಯವಸ್ಥಾಪನಾ ಸಮಿತಿ ಅಧ್ಯಕ್ಷ ಈಶ್ವರ ಭಟ್, ಸದಸ್ಯರಾದ ದಿನೇಶ್ ಪಿ.ವಿ., ಸುಭಾಷ್ ರೈ ಬೆಳ್ಳಿಪ್ಪಾಡಿ, ನಳಿನಿ ಶೆಟ್ಟಿ, ವೀಣಾ ಮತ್ತು ಅಧಿಕಾರಿಗಳು ಉಪಸ್ಥಿತರಿದ್ದರು. bbox=[1269, 2092, 1496, 2180]
masthead-edition: ಮಂಗಳೂರು bbox=[86, 115, 138, 131]
registration-mark bbox=[608, 2357, 624, 2372]
photo-label: ಭುಂಡರಿಲ bbox=[164, 468, 198, 480]
column-rule bbox=[949, 150, 951, 549]
registration-mark bbox=[201, 2357, 217, 2372]
section-rule bbox=[338, 1158, 1496, 1159]
road-quote-by: ■ ರೂಪಾ, ಜಗದೀಶ್ bbox=[1047, 2191, 1137, 2206]
temple-roof-shape bbox=[430, 234, 706, 334]
drugs-title: ಅಂಬಿಕಾ ವಿದ್ಯಾಲಯದಲ್ಲಿ ಡ್ರಗ್ಸ್ ವಿರುದ್ಧ ಜಾಗೃತಿ ಕಾರ್ಯಕ್ರಮ bbox=[1227, 580, 1494, 630]
kiru-label: ಕಿರುಸುದ್ದಿ bbox=[118, 189, 208, 224]
